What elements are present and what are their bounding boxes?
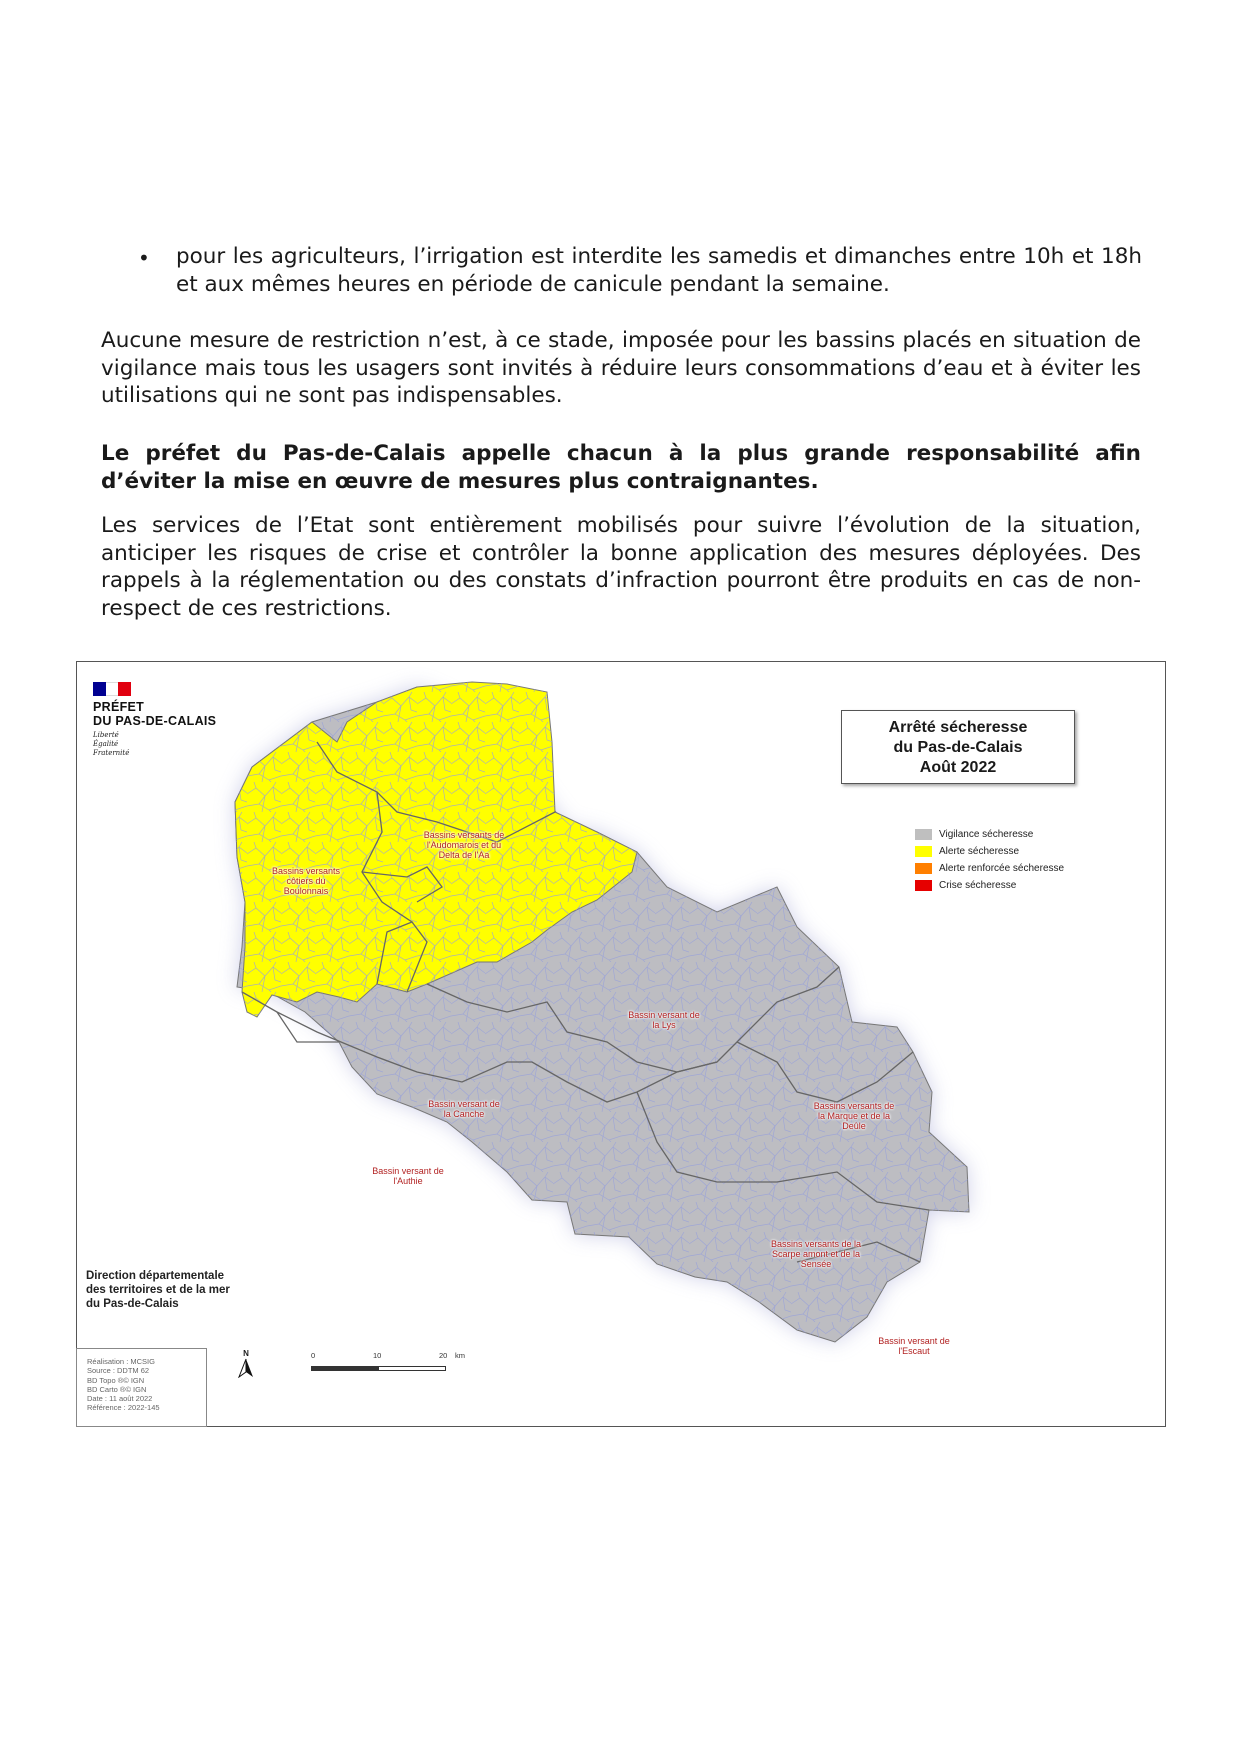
ddtm-line1: Direction départementale — [86, 1270, 225, 1282]
legend-swatch-alerte — [915, 846, 932, 857]
logo-motto3: Fraternité — [93, 749, 130, 757]
logo-line2: DU PAS-DE-CALAIS — [93, 714, 217, 728]
ddtm-signature — [86, 1269, 230, 1311]
scale-tick-20: 20 — [439, 1351, 448, 1360]
bullet-marker: • — [138, 246, 150, 270]
legend-label-vigilance: Vigilance sécheresse — [939, 829, 1034, 840]
basin-label-marque: Bassins versants de la Marque et de la Deûle — [813, 1101, 895, 1131]
legend-item-crise — [915, 877, 1064, 894]
scale-tick-10: 10 — [373, 1351, 382, 1360]
north-label: N — [243, 1349, 249, 1358]
map-legend — [915, 826, 1064, 894]
credits-line3: BD Topo ®© IGN — [87, 1375, 145, 1385]
map-title-line2: du Pas-de-Calais — [893, 739, 1023, 756]
logo-motto1: Liberté — [93, 731, 119, 739]
drought-map — [76, 661, 1166, 1427]
flag-white — [106, 682, 119, 696]
scale-bar — [311, 1351, 491, 1371]
basin-label-authie: Bassin versant de l'Authie — [372, 1166, 444, 1186]
scale-tick-0: 0 — [311, 1351, 316, 1360]
legend-label-crise: Crise sécheresse — [939, 880, 1017, 891]
legend-swatch-vigilance — [915, 829, 932, 840]
logo-line1: PRÉFET — [93, 700, 145, 714]
legend-swatch-crise — [915, 880, 932, 891]
basin-label-lys: Bassin versant de la Lys — [628, 1010, 700, 1030]
north-arrow — [236, 1349, 256, 1383]
map-title-line3: Août 2022 — [919, 759, 997, 776]
map-title-line1: Arrêté sécheresse — [888, 719, 1028, 736]
ddtm-line2: des territoires et de la mer — [86, 1284, 230, 1296]
legend-item-vigilance — [915, 826, 1064, 843]
ddtm-line3: du Pas-de-Calais — [86, 1298, 179, 1310]
legend-label-alerte-renforcee: Alerte renforcée sécheresse — [939, 863, 1065, 874]
credits-line5: Date : 11 août 2022 — [87, 1394, 153, 1404]
paragraph-vigilance: Aucune mesure de restriction n’est, à ce stade, imposée pour les bassins placés en situation de vigilance mais tous les usagers sont invités à réduire leurs consommations d’eau et à éviter les utilisations qui ne sont pas indispensables. — [101, 328, 1141, 408]
legend-swatch-alerte-renforcee — [915, 863, 932, 874]
scale-bar-graphic — [311, 1366, 446, 1371]
basin-label-escaut: Bassin versant de l'Escaut — [878, 1336, 950, 1356]
basin-label-canche: Bassin versant de la Canche — [428, 1099, 500, 1119]
flag-red — [118, 682, 131, 696]
basin-label-boulonnais: Bassins versants côtiers du Boulonnais — [271, 866, 341, 896]
legend-item-alerte — [915, 843, 1064, 860]
flag-blue — [93, 682, 106, 696]
credits-line1: Réalisation : MCSIG — [87, 1357, 155, 1366]
bullet-text: pour les agriculteurs, l’irrigation est interdite les samedis et dimanches entre 10h et 18h et aux mêmes heures en période de canicule pendant la semaine. — [176, 244, 1142, 297]
marianne-flag-icon — [93, 682, 131, 696]
north-arrow-icon — [236, 1358, 256, 1378]
map-title-box — [841, 710, 1075, 784]
scale-unit: km — [455, 1351, 465, 1360]
prefet-logo — [93, 682, 253, 758]
credits-line6: Référence : 2022-145 — [87, 1403, 160, 1413]
legend-item-alerte-renforcee — [915, 860, 1064, 877]
legend-label-alerte: Alerte sécheresse — [939, 846, 1020, 857]
paragraph-appeal: Le préfet du Pas-de-Calais appelle chacun à la plus grande responsabilité afin d’éviter la mise en œuvre de mesures plus contraignantes. — [101, 441, 1141, 494]
map-credits — [76, 1348, 207, 1427]
logo-motto2: Égalité — [93, 740, 119, 748]
basin-label-audomarois: Bassins versants de l'Audomarois et du Delta de l'Aa — [423, 830, 505, 860]
basin-label-scarpe: Bassins versants de la Scarpe amont et de la Sensée — [770, 1239, 862, 1269]
paragraph-services: Les services de l’Etat sont entièrement mobilisés pour suivre l’évolution de la situation, anticiper les risques de crise et contrôler la bonne application des mesures déployées. Des rappels à la réglementation ou des constats d’infraction pourront être produits en cas de non-respect de ces restrictions. — [101, 513, 1141, 621]
credits-line4: BD Carto ®© IGN — [87, 1384, 147, 1394]
credits-line2: Source : DDTM 62 — [87, 1366, 150, 1376]
